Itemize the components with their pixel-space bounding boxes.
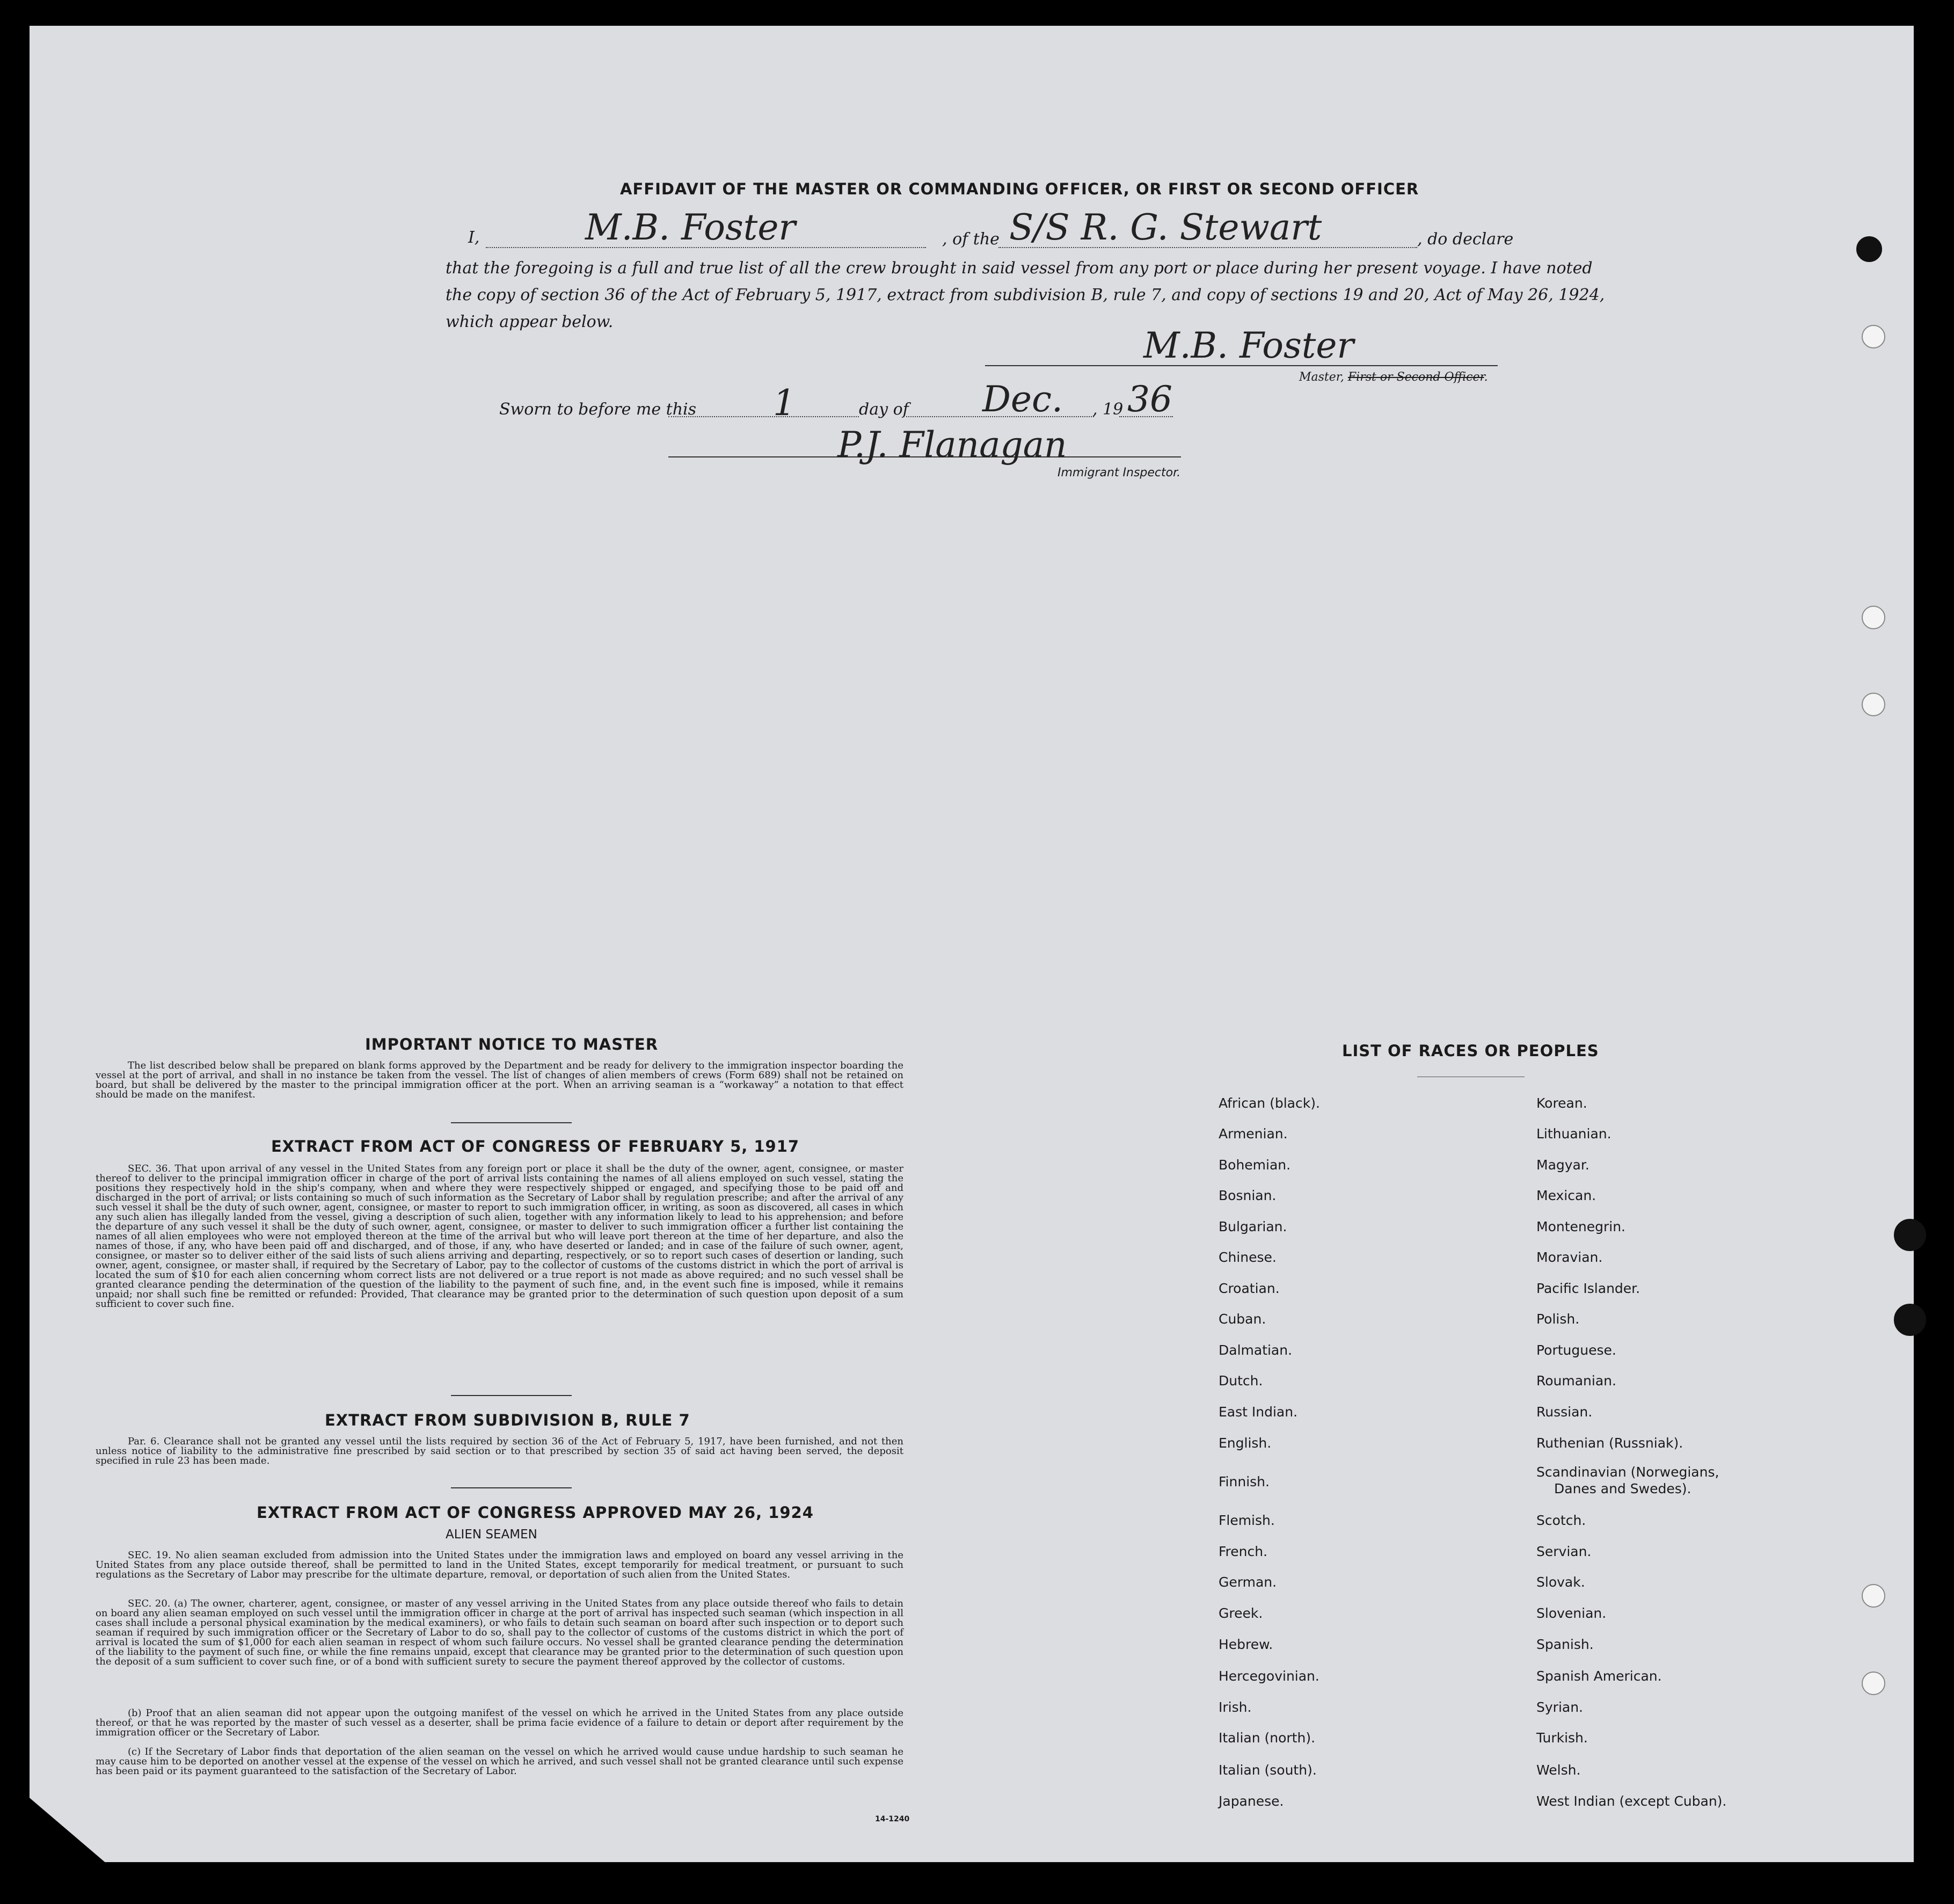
race-right-item: Spanish American.: [1536, 1668, 1662, 1684]
race-left-item: German.: [1219, 1574, 1277, 1590]
vessel-name: S/S R. G. Stewart: [1009, 207, 1322, 248]
year-suffix: 36: [1127, 379, 1172, 420]
day-of-label: day of: [859, 400, 909, 419]
race-right-item: Servian.: [1536, 1544, 1592, 1559]
declarant-signature: M.B. Foster: [585, 207, 796, 248]
race-left-item: Dalmatian.: [1219, 1342, 1293, 1358]
race-right-item: Lithuanian.: [1536, 1126, 1612, 1142]
race-right-continuation: Danes and Swedes).: [1554, 1481, 1691, 1496]
race-left-item: Bosnian.: [1219, 1188, 1277, 1203]
race-right-item: Montenegrin.: [1536, 1219, 1626, 1234]
year-prefix: , 19: [1092, 400, 1124, 419]
race-left-item: Dutch.: [1219, 1373, 1263, 1389]
inspector-signature: P.J. Flanagan: [837, 424, 1067, 466]
race-right-item: Moravian.: [1536, 1249, 1603, 1265]
race-left-item: Japanese.: [1219, 1793, 1284, 1809]
affidavit-title: AFFIDAVIT OF THE MASTER OR COMMANDING OFFICER, OR FIRST OR SECOND OFFICER: [620, 180, 1419, 198]
race-left-item: Hercegovinian.: [1219, 1668, 1319, 1684]
sworn-label: Sworn to before me this: [499, 400, 697, 419]
race-right-item: Korean.: [1536, 1095, 1587, 1111]
master-signature-line: [985, 365, 1498, 366]
race-left-item: Hebrew.: [1219, 1637, 1273, 1652]
divider: [451, 1487, 572, 1488]
race-right-item: Russian.: [1536, 1404, 1593, 1420]
race-right-item: Syrian.: [1536, 1699, 1583, 1715]
race-right-item: Scotch.: [1536, 1513, 1586, 1528]
statement-line-3: which appear below.: [446, 313, 614, 331]
do-declare-label: , do declare: [1417, 230, 1514, 249]
master-label: Master, First or Second Officer.: [1299, 370, 1488, 384]
act1924-subtitle: ALIEN SEAMEN: [446, 1528, 537, 1542]
race-left-item: Greek.: [1219, 1605, 1263, 1621]
master-signature: M.B. Foster: [1143, 325, 1354, 366]
notice-text: The list described below shall be prepared on blank forms approved by the Department and be ready for delivery to the immigration inspector boarding the vessel at the port of arrival, and shall in no instance be taken from the vessel. The list of changes of alien members of crews (Form 689) shall not be retained on board, but shall be delivered by the master to the principal immigration officer at the port. When an arriving seaman is a “workaway” a notation to that effect should be made on the manifest.: [96, 1060, 903, 1100]
act1917-text: SEC. 36. That upon arrival of any vessel in the United States from any foreign port or place it shall be the duty of the owner, agent, consignee, or master thereof to deliver to the principal immigration officer in charge of the port of arrival lists containing the names of all aliens employed on such vessel, stating the positions they respectively hold in the ship's company, when and where they were respectively shipped or engaged, and specifying those to be paid off and discharged in the port of arrival; or lists containing so much of such information as the Secretary of Labor shall by regulation prescribe; and after the arrival of any such vessel it shall be the duty of such owner, agent, consignee, or master to report to such immigration officer, in writing, as soon as discovered, all cases in which any such alien has illegally landed from the vessel, giving a description of such alien, together with any information likely to lead to his apprehension; and before the departure of any such vessel it shall be the duty of such owner, agent, consignee, or master to deliver to such immigration officer a further list containing the names of all alien employees who were not employed thereon at the time of the arrival but who will leave port thereon at the time of her departure, and also the names of those, if any, who have been paid off and discharged, and of those, if any, who have deserted or landed; and in case of the failure of such owner, agent, consignee, or master so to deliver either of the said lists of such aliens arriving and departing, respectively, or so to report such cases of desertion or landing, such owner, agent, consignee, or master shall, if required by the Secretary of Labor, pay to the collector of customs of the customs district in which the port of arrival is located the sum of $10 for each alien concerning whom correct lists are not delivered or a true report is not made as above required; and no such vessel shall be granted clearance pending the determination of the question of the liability to the payment of such fine, and, in the event such fine is imposed, while it remains unpaid; nor shall such fine be remitted or refunded: Provided, That clearance may be granted prior to the determination of such question upon deposit of a sum sufficient to cover such fine.: [96, 1163, 903, 1310]
divider: [451, 1395, 572, 1396]
year-line: [1119, 416, 1173, 417]
punch-hole: [1862, 1584, 1885, 1608]
race-left-item: Armenian.: [1219, 1126, 1288, 1142]
race-left-item: Finnish.: [1219, 1474, 1270, 1489]
divider: [451, 1122, 572, 1123]
sec19-text: SEC. 19. No alien seaman excluded from admission into the United States under the immigration laws and employed on board any vessel arriving in the United States from any place outside thereof, shall be permitted to land in the United States, except temporarily for medical treatment, or pursuant to such regulations as the Secretary of Labor may prescribe for the ultimate departure, removal, or deportation of such alien from the United States.: [96, 1550, 903, 1580]
sec20b-text: (b) Proof that an alien seaman did not appear upon the outgoing manifest of the vessel on which he arrived in the United States from any place outside thereof, or that he was reported by the master of such vessel as a deserter, shall be prima facie evidence of a failure to detain or deport after requirement by the immigration officer or the Secretary of Labor.: [96, 1707, 903, 1738]
rule7-text: Par. 6. Clearance shall not be granted any vessel until the lists required by section 36 of the Act of February 5, 1917, have been furnished, and not then unless notice of liability to the administrative fine prescribed by said section or to that prescribed by section 35 of said act having been served, the deposit specified in rule 23 has been made.: [96, 1436, 903, 1466]
race-right-item: Magyar.: [1536, 1157, 1590, 1173]
race-left-item: Italian (south).: [1219, 1762, 1317, 1778]
race-right-item: Pacific Islander.: [1536, 1281, 1641, 1296]
race-right-item: Portuguese.: [1536, 1342, 1616, 1358]
race-right-item: Mexican.: [1536, 1188, 1596, 1203]
race-right-item: Scandinavian (Norwegians,: [1536, 1464, 1719, 1480]
race-right-item: Slovenian.: [1536, 1605, 1607, 1621]
punch-hole: [1894, 1304, 1926, 1336]
race-right-item: Polish.: [1536, 1311, 1580, 1327]
statement-line-1: that the foregoing is a full and true list of all the crew brought in said vessel from any port or place during her present voyage. I have noted: [446, 259, 1593, 278]
form-number: 14-1240: [875, 1815, 910, 1823]
race-left-item: English.: [1219, 1435, 1272, 1451]
sworn-day-line: [668, 416, 859, 417]
race-left-item: Cuban.: [1219, 1311, 1266, 1327]
race-left-item: Italian (north).: [1219, 1730, 1316, 1746]
of-the-label: , of the: [942, 230, 1000, 249]
notice-title: IMPORTANT NOTICE TO MASTER: [365, 1035, 659, 1053]
race-right-item: Spanish.: [1536, 1637, 1594, 1652]
punch-hole: [1856, 236, 1882, 262]
sworn-day: 1: [773, 382, 796, 424]
punch-hole: [1862, 1672, 1885, 1695]
race-left-item: East Indian.: [1219, 1404, 1298, 1420]
i-label: I,: [468, 228, 480, 247]
race-left-item: Bulgarian.: [1219, 1219, 1287, 1234]
sec20c-text: (c) If the Secretary of Labor finds that deportation of the alien seaman on the vessel on which he arrived would cause undue hardship to such seaman he may cause him to be deported on another vessel at the expense of the vessel on which he arrived, and such vessel shall not be granted clearance until such expense has been paid or its payment guaranteed to the satisfaction of the Secretary of Labor.: [96, 1746, 903, 1777]
race-left-item: Croatian.: [1219, 1281, 1280, 1296]
race-right-item: West Indian (except Cuban).: [1536, 1793, 1727, 1809]
inspector-label: Immigrant Inspector.: [1058, 466, 1181, 479]
act1917-title: EXTRACT FROM ACT OF CONGRESS OF FEBRUARY 5, 1917: [271, 1137, 800, 1156]
races-title: LIST OF RACES OR PEOPLES: [1342, 1042, 1599, 1060]
sworn-month: Dec.: [982, 379, 1063, 420]
race-right-item: Welsh.: [1536, 1762, 1581, 1778]
race-right-item: Turkish.: [1536, 1730, 1588, 1746]
race-left-item: Chinese.: [1219, 1249, 1277, 1265]
race-left-item: Bohemian.: [1219, 1157, 1291, 1173]
race-left-item: Flemish.: [1219, 1513, 1275, 1528]
punch-hole: [1862, 606, 1885, 629]
punch-hole: [1862, 325, 1885, 348]
race-right-item: Ruthenian (Russniak).: [1536, 1435, 1683, 1451]
act1924-title: EXTRACT FROM ACT OF CONGRESS APPROVED MAY 26, 1924: [257, 1503, 814, 1522]
statement-line-2: the copy of section 36 of the Act of February 5, 1917, extract from subdivision B, rule 7, and copy of sections 19 and 20, Act of May 26, 1924,: [446, 286, 1605, 304]
race-right-item: Roumanian.: [1536, 1373, 1616, 1389]
race-left-item: African (black).: [1219, 1095, 1320, 1111]
punch-hole: [1894, 1219, 1926, 1251]
punch-hole: [1862, 693, 1885, 716]
race-left-item: Irish.: [1219, 1699, 1252, 1715]
race-left-item: French.: [1219, 1544, 1268, 1559]
rule7-title: EXTRACT FROM SUBDIVISION B, RULE 7: [325, 1411, 690, 1429]
race-right-item: Slovak.: [1536, 1574, 1585, 1590]
sec20a-text: SEC. 20. (a) The owner, charterer, agent, consignee, or master of any vessel arriving in the United States from any place outside thereof who fails to detain on board any alien seaman employed on such vessel until the immigration officer in charge at the port of arrival has inspected such seaman (which inspection in all cases shall include a personal physical examination by the medical examiners), or who fails to detain such seaman on board after such inspection or to deport such seaman if required by such immigration officer or the Secretary of Labor to do so, shall pay to the collector of customs of the customs district in which the port of arrival is located the sum of $1,000 for each alien seaman in respect of whom such failure occurs. No vessel shall be granted clearance pending the determination of the liability to the payment of such fine, or while the fine remains unpaid, except that clearance may be granted prior to the determination of such question upon the deposit of a sum sufficient to cover such fine, or of a bond with sufficient surety to secure the payment thereof approved by the collector of customs.: [96, 1598, 903, 1667]
